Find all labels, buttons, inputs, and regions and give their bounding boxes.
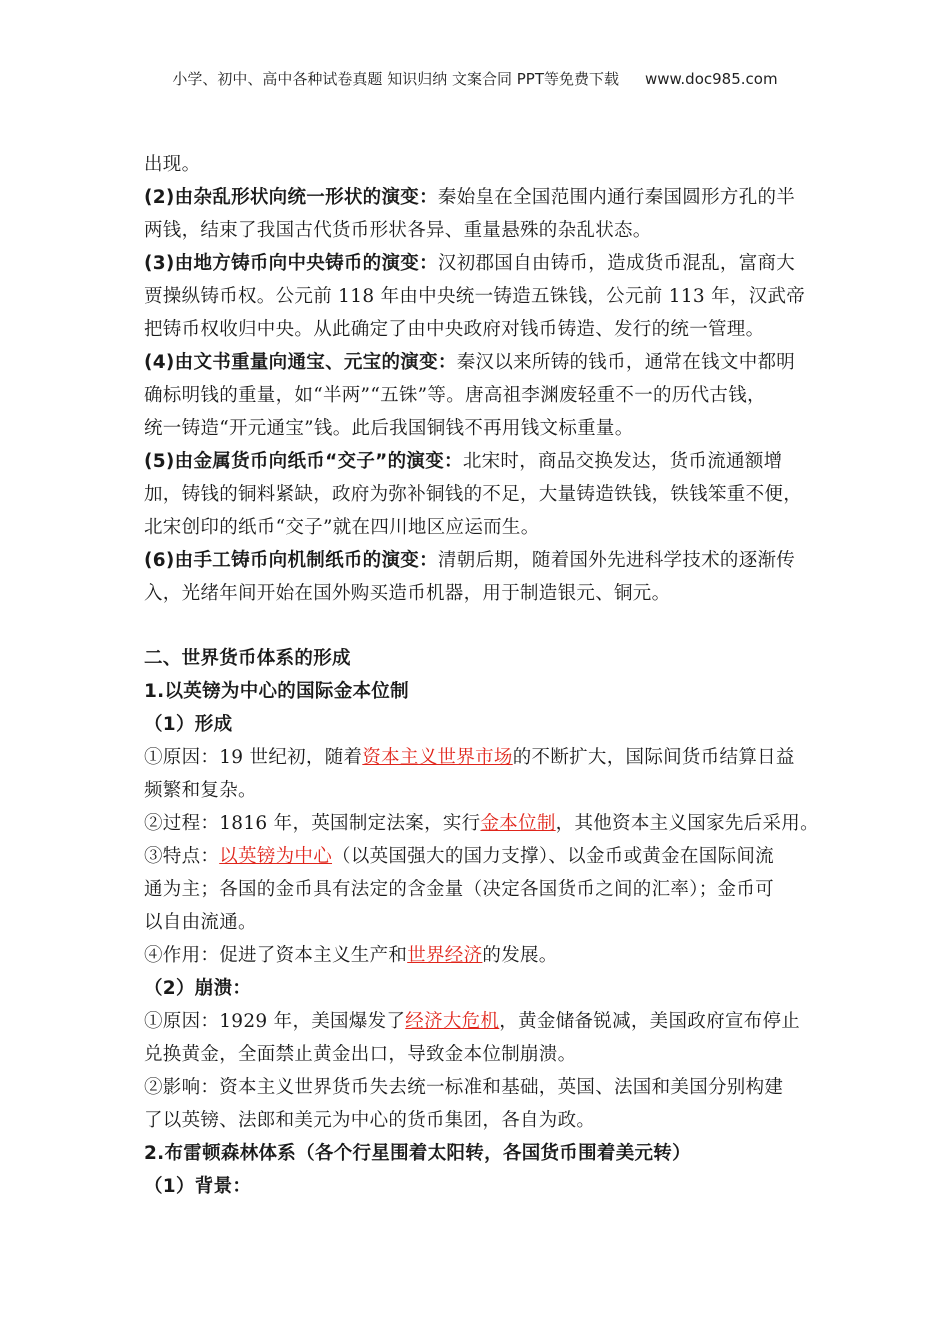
collapse-cause-item: [144, 1005, 820, 1071]
para4-line1: 秦汉以来所铸的钱币，通常在钱文中都明: [456, 352, 796, 373]
para2-label: (2)由杂乱形状向统一形状的演变：: [144, 187, 438, 208]
section-gap: [144, 610, 820, 642]
document-body: [144, 148, 820, 1203]
collapse-cause-link[interactable]: 经济大危机: [405, 1011, 500, 1032]
process-item: [144, 807, 820, 840]
feature-post: （以英国强大的国力支撑）、以金币或黄金在国际间流: [332, 846, 774, 867]
para6-line1: 清朝后期，随着国外先进科学技术的逐渐传: [437, 550, 796, 571]
subsection2-title: 2.布雷顿森林体系（各个行星围着太阳转，各国货币围着美元转）: [144, 1143, 691, 1164]
para3-line2: 贾操纵铸币权。公元前 118 年由中央统一铸造五铢钱，公元前 113 年，汉武帝: [144, 286, 806, 307]
cause-line2: 频繁和复杂。: [144, 780, 257, 801]
para2-line1: 秦始皇在全国范围内通行秦国圆形方孔的半: [437, 187, 796, 208]
para5-label: (5)由金属货币向纸币“交子”的演变：: [144, 451, 463, 472]
subsection1-collapse: （2）崩溃：: [144, 978, 252, 999]
subsection2-background: （1）背景：: [144, 1176, 252, 1197]
para4-label: (4)由文书重量向通宝、元宝的演变：: [144, 352, 457, 373]
para3-label: (3)由地方铸币向中央铸币的演变：: [144, 253, 438, 274]
collapse-effect-item: [144, 1071, 820, 1137]
effect-pre: ④作用：促进了资本主义生产和: [144, 945, 408, 966]
header-url[interactable]: www.doc985.com: [644, 70, 778, 88]
process-pre: ②过程：1816 年，英国制定法案，实行: [144, 813, 481, 834]
para1-line1: 出现。: [144, 154, 201, 175]
header-text: 小学、初中、高中各种试卷真题 知识归纳 文案合同 PPT等免费下载: [172, 70, 619, 88]
feature-pre: ③特点：: [144, 846, 220, 867]
collapse-cause-post: ，黄金储备锐减，美国政府宣布停止: [499, 1011, 801, 1032]
process-post: ，其他资本主义国家先后采用。: [555, 813, 819, 834]
subsection1-formation: （1）形成: [144, 714, 233, 735]
para5-line1: 北宋时，商品交换发达，货币流通额增: [462, 451, 783, 472]
cause-post: 的不断扩大，国际间货币结算日益: [512, 747, 795, 768]
para5-line2: 加，铸钱的铜料紧缺，政府为弥补铜钱的不足，大量铸造铁钱，铁钱笨重不便，: [144, 484, 803, 505]
collapse-cause-pre: ①原因：1929 年，美国爆发了: [144, 1011, 406, 1032]
para3: [144, 247, 820, 346]
collapse-effect-line1: ②影响：资本主义世界货币失去统一标准和基础，英国、法国和美国分别构建: [144, 1077, 784, 1098]
para6-line2: 入，光绪年间开始在国外购买造币机器，用于制造银元、铜元。: [144, 583, 671, 604]
collapse-cause-line2: 兑换黄金，全面禁止黄金出口，导致金本位制崩溃。: [144, 1044, 577, 1065]
para3-line1: 汉初郡国自由铸币，造成货币混乱，富商大: [437, 253, 796, 274]
effect-post: 的发展。: [482, 945, 558, 966]
para4-line3: 统一铸造“开元通宝”钱。此后我国铜钱不再用钱文标重量。: [144, 418, 634, 439]
cause-pre: ①原因：19 世纪初，随着: [144, 747, 363, 768]
process-link[interactable]: 金本位制: [480, 813, 556, 834]
feature-line2: 通为主；各国的金币具有法定的含金量（决定各国货币之间的汇率）；金币可: [144, 879, 774, 900]
para2: [144, 181, 820, 247]
feature-link[interactable]: 以英镑为中心: [219, 846, 333, 867]
page-header: [0, 68, 950, 89]
effect-link[interactable]: 世界经济: [407, 945, 483, 966]
para4-line2: 确标明钱的重量，如“半两”“五铢”等。唐高祖李渊废轻重不一的历代古钱，: [144, 385, 766, 406]
cause-item: [144, 741, 820, 807]
effect-item: [144, 939, 820, 972]
para3-line3: 把铸币权收归中央。从此确定了由中央政府对钱币铸造、发行的统一管理。: [144, 319, 765, 340]
subsection1-title: 1.以英镑为中心的国际金本位制: [144, 681, 409, 702]
para6-label: (6)由手工铸币向机制纸币的演变：: [144, 550, 438, 571]
para5: [144, 445, 820, 544]
para4: [144, 346, 820, 445]
feature-line3: 以自由流通。: [144, 912, 257, 933]
cause-link[interactable]: 资本主义世界市场: [362, 747, 513, 768]
feature-item: [144, 840, 820, 939]
para6: [144, 544, 820, 610]
para2-line2: 两钱，结束了我国古代货币形状各异、重量悬殊的杂乱状态。: [144, 220, 652, 241]
section2-title: 二、世界货币体系的形成: [144, 648, 351, 669]
para5-line3: 北宋创印的纸币“交子”就在四川地区应运而生。: [144, 517, 540, 538]
collapse-effect-line2: 了以英镑、法郎和美元为中心的货币集团，各自为政。: [144, 1110, 596, 1131]
